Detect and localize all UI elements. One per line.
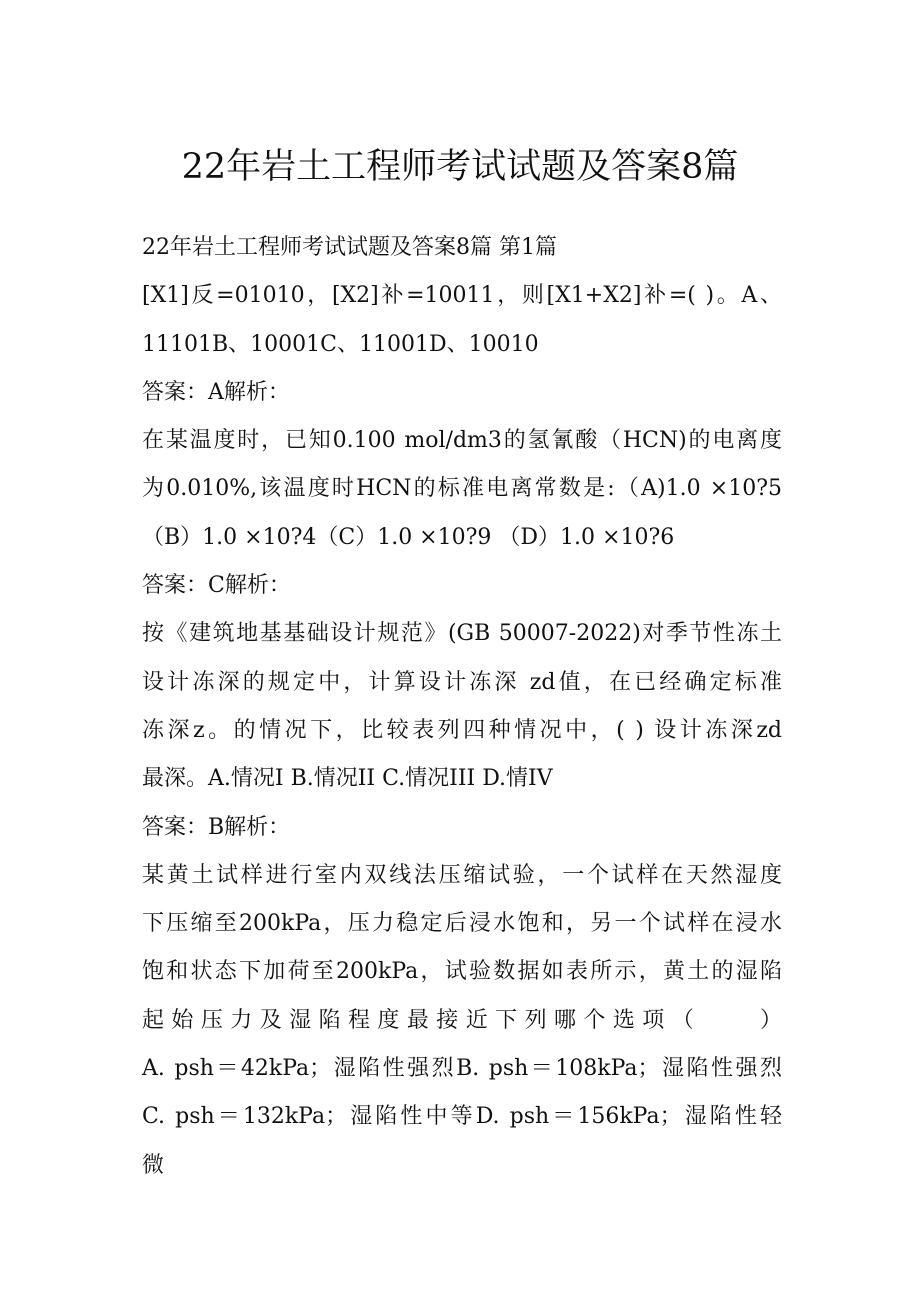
question-3-text-line-3: 冻深z。的情况下，比较表列四种情况中，( ) 设计冻深zd [142, 717, 782, 743]
question-2-text-line-1: 在某温度时，已知0.100 mol/dm3的氢氰酸（HCN)的电离度 [142, 428, 782, 454]
question-2-text-line-2: 为0.010%,该温度时HCN的标准电离常数是:（A)1.0 ×10?5 [142, 476, 782, 502]
question-1-options: 11101B、10001C、11001D、10010 [142, 331, 539, 357]
question-4-text-line-3: 饱和状态下加荷至200kPa，试验数据如表所示，黄土的湿陷 [142, 959, 782, 985]
question-4-options-line-1: A. psh＝42kPa；湿陷性强烈B. psh＝108kPa；湿陷性强烈 [142, 1056, 782, 1082]
question-1-text: [X1]反=01010，[X2]补=10011，则[X1+X2]补=( )。A、 [142, 283, 782, 309]
answer-3: 答案：B解析： [142, 814, 291, 840]
question-3-options: 最深。A.情况I B.情况II C.情况III D.情IV [142, 766, 553, 792]
question-3-text-line-2: 设计冻深的规定中，计算设计冻深 zd值，在已经确定标准 [142, 669, 782, 695]
question-4-text-line-1: 某黄土试样进行室内双线法压缩试验，一个试样在天然湿度 [142, 862, 782, 888]
document-title: 22年岩土工程师考试试题及答案8篇 [181, 147, 739, 187]
question-4-text-line-2: 下压缩至200kPa，压力稳定后浸水饱和，另一个试样在浸水 [142, 911, 782, 937]
question-4-options-line-2: C. psh＝132kPa；湿陷性中等D. psh＝156kPa；湿陷性轻 [142, 1104, 782, 1130]
answer-1: 答案：A解析： [142, 379, 290, 405]
section-heading: 22年岩土工程师考试试题及答案8篇 第1篇 [142, 235, 557, 260]
question-4-options-line-3: 微 [142, 1152, 165, 1178]
question-4-text-line-4: 起始压力及湿陷程度最接近下列哪个选项（ ） [142, 1007, 782, 1033]
document-body [142, 224, 782, 1190]
question-3-text-line-1: 按《建筑地基基础设计规范》(GB 50007-2022)对季节性冻土 [142, 621, 782, 647]
answer-2: 答案：C解析： [142, 573, 291, 599]
question-2-options: （B）1.0 ×10?4（C）1.0 ×10?9 （D）1.0 ×10?6 [142, 524, 675, 550]
